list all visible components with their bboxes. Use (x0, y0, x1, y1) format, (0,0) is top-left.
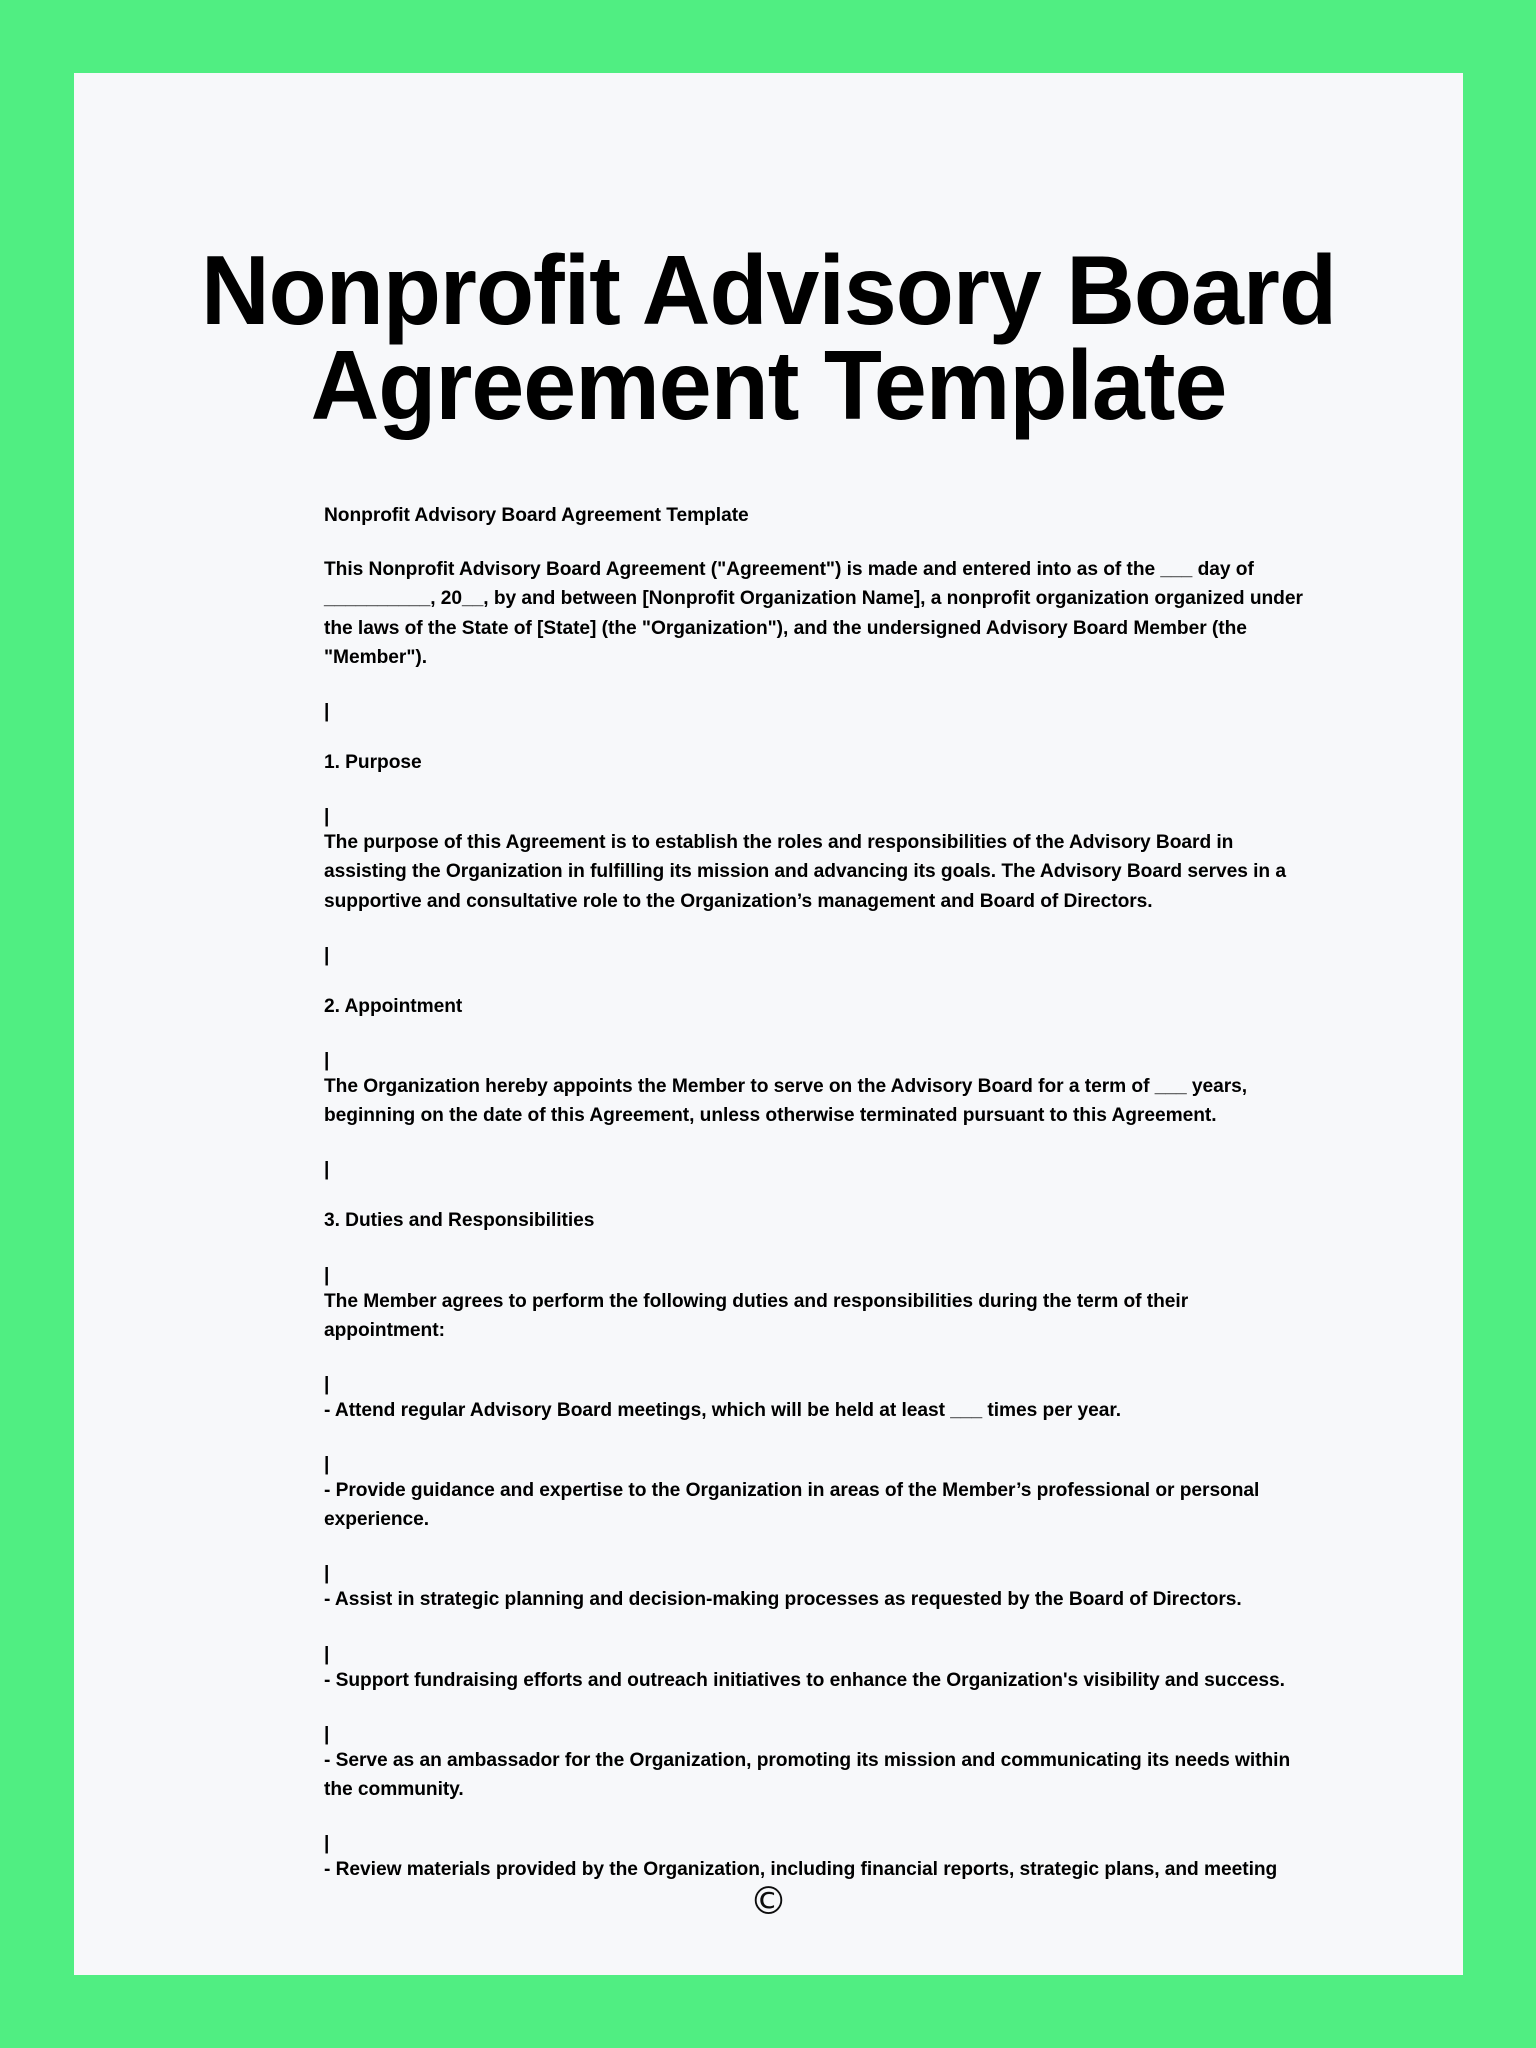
section-body-1: The purpose of this Agreement is to establish the roles and responsibilities of the Advisory Board in assisting the Organization in fulfilling its mission and advancing its goals. The Advisory Board serves in a supportive and consultative role to the Organization’s management and Board of Directors. (324, 832, 1286, 912)
document-body (74, 433, 1463, 1884)
paragraph-marker: | (324, 1563, 330, 1585)
paragraph-marker: | (324, 1454, 330, 1476)
document-page (74, 73, 1463, 1975)
duty-item: - Provide guidance and expertise to the Organization in areas of the Member’s professional or personal experience. (324, 1480, 1260, 1531)
paragraph-marker: | (324, 1643, 330, 1665)
section-heading-2: 2. Appointment (324, 995, 463, 1017)
paragraph-marker: | (324, 944, 330, 966)
paragraph-marker: | (324, 1049, 330, 1071)
copyright-icon: © (749, 1879, 788, 1923)
duty-item: - Attend regular Advisory Board meetings, which will be held at least ___ times per year. (324, 1399, 1122, 1421)
section-body-2: The Organization hereby appoints the Member to serve on the Advisory Board for a term of ___ years, beginning on the date of this Agreement, unless otherwise terminated pursuant to this Agreement. (324, 1075, 1248, 1127)
duty-item: - Serve as an ambassador for the Organization, promoting its mission and communicating its needs within the community. (324, 1749, 1291, 1801)
paragraph-marker: | (324, 806, 330, 828)
paragraph-marker: | (324, 1264, 330, 1286)
intro-paragraph: This Nonprofit Advisory Board Agreement ("Agreement") is made and entered into as of the ___ day of __________, 20__, by and between [Nonprofit Organization Name], a nonprofit organization organized under the laws of the State of [State] (the "Organization"), and the undersigned Advisory Board Member (the "Member"). (324, 559, 1303, 668)
paragraph-marker: | (324, 701, 330, 723)
section-heading-3: 3. Duties and Responsibilities (324, 1210, 595, 1232)
section-body-3: The Member agrees to perform the following duties and responsibilities during the term of their appointment: (324, 1290, 1189, 1341)
paragraph-marker: | (324, 1373, 330, 1395)
document-heading: Nonprofit Advisory Board Agreement Template (324, 505, 749, 527)
paragraph-marker: | (324, 1159, 330, 1181)
section-heading-1: 1. Purpose (324, 752, 422, 774)
duty-item: - Review materials provided by the Organization, including financial reports, strategic plans, and meeting (324, 1859, 1278, 1881)
paragraph-marker: | (324, 1723, 330, 1745)
duty-item: - Support fundraising efforts and outreach initiatives to enhance the Organization's visibility and success. (324, 1669, 1285, 1691)
document-footer (74, 1879, 1463, 1923)
paragraph-marker: | (324, 1833, 330, 1855)
page-title: Nonprofit Advisory Board Agreement Template (200, 235, 1337, 441)
duty-item: - Assist in strategic planning and decision-making processes as requested by the Board of Directors. (324, 1589, 1242, 1611)
